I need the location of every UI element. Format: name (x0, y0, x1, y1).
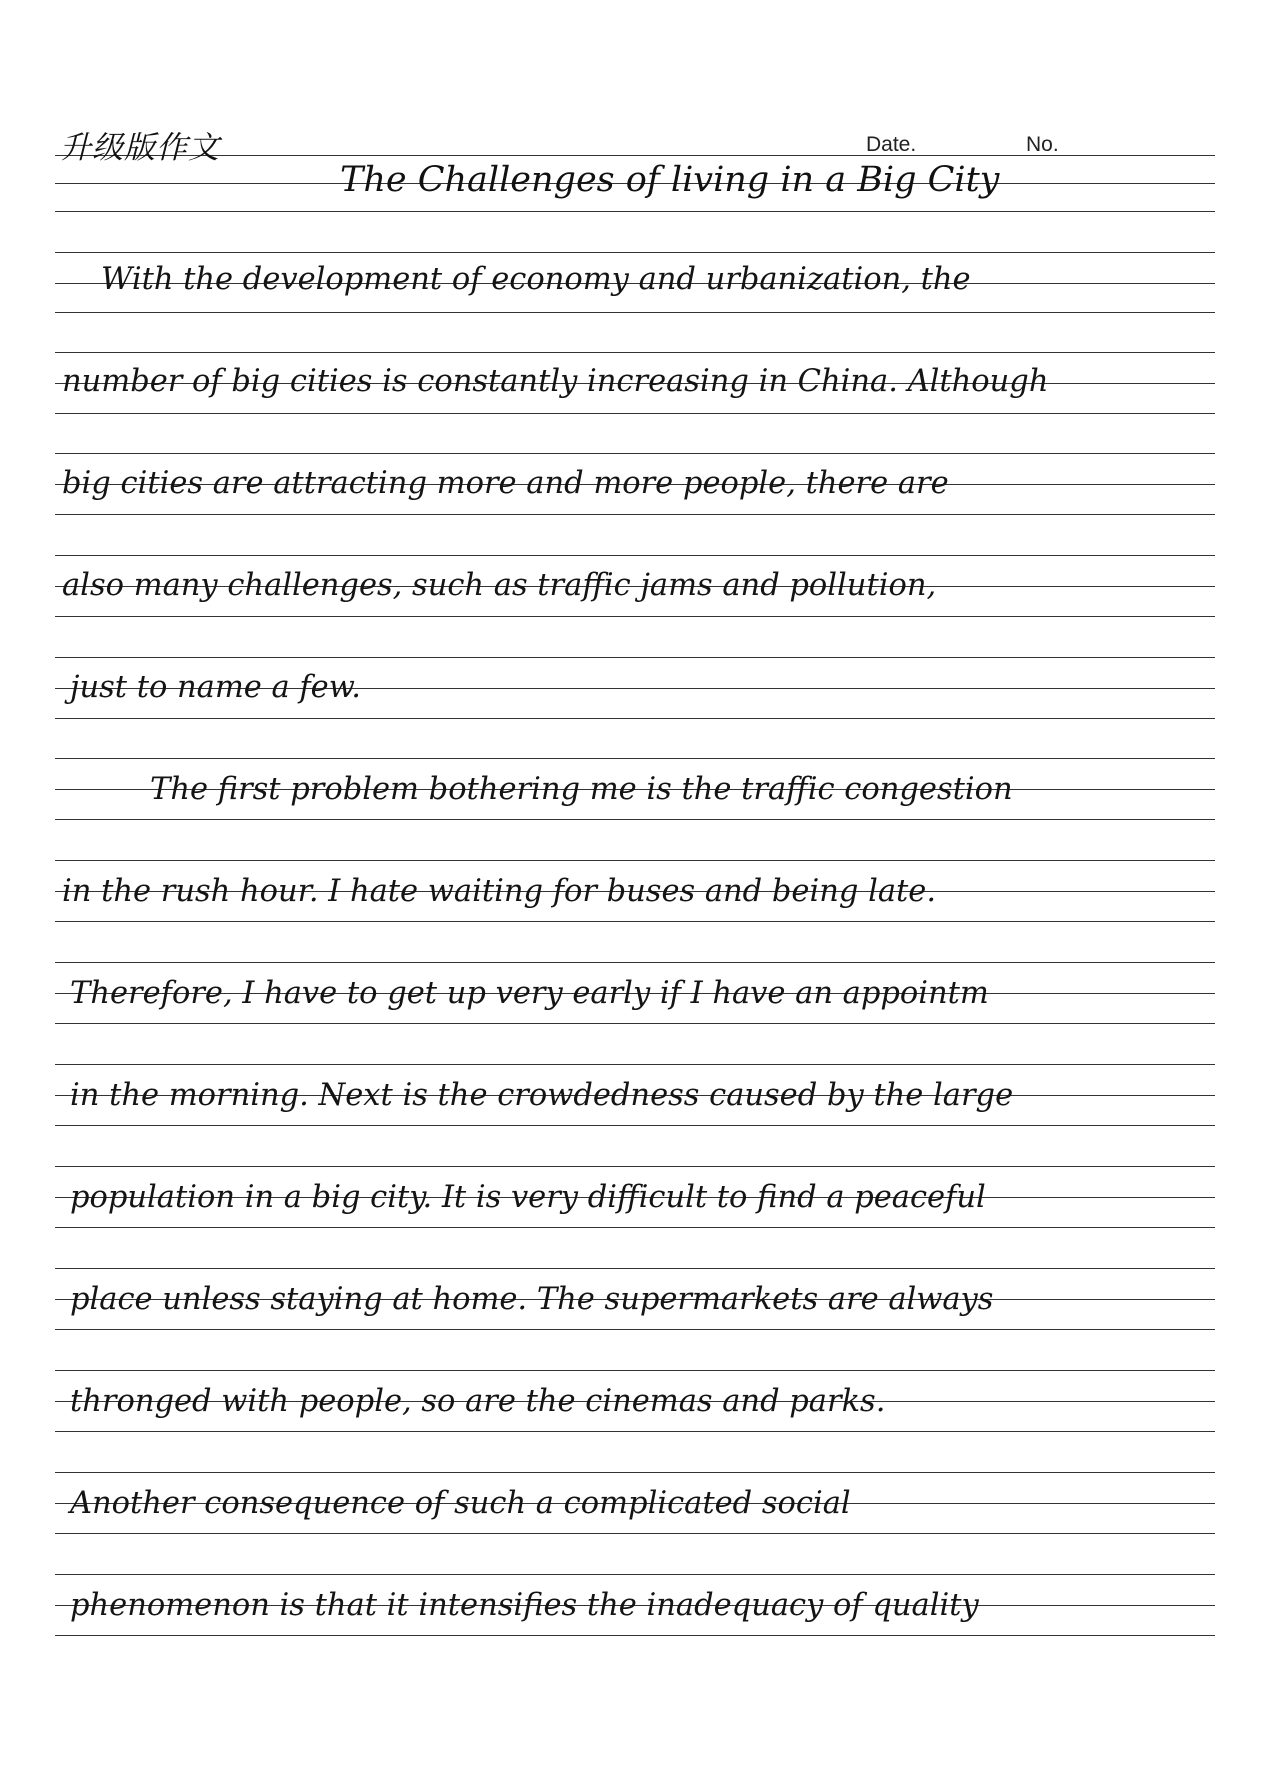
ruled-line (55, 718, 1215, 719)
ruled-line (55, 514, 1215, 515)
ruled-line (55, 1635, 1215, 1636)
ruled-line (55, 921, 1215, 922)
ruled-line (55, 1268, 1215, 1269)
header-tag: 升级版作文 (60, 130, 220, 166)
ruled-line (55, 819, 1215, 820)
essay-line: The first problem bothering me is the traffic congestion (150, 772, 1013, 807)
ruled-line (55, 252, 1215, 253)
ruled-line (55, 1431, 1215, 1432)
essay-line: big cities are attracting more and more people, there are (62, 466, 949, 501)
ruled-line (55, 1370, 1215, 1371)
date-label: Date. (866, 133, 917, 156)
essay-line: just to name a few. (70, 670, 361, 705)
essay-line: also many challenges, such as traffic jams and pollution, (62, 568, 937, 603)
ruled-line (55, 1023, 1215, 1024)
ruled-line (55, 1533, 1215, 1534)
ruled-line (55, 413, 1215, 414)
essay-line: Therefore, I have to get up very early if I have an appointm (70, 976, 989, 1011)
essay-line: With the development of economy and urbanization, the (101, 262, 971, 297)
ruled-line (55, 555, 1215, 556)
ruled-line (55, 312, 1215, 313)
essay-line: Another consequence of such a complicated social (70, 1486, 851, 1521)
ruled-line (55, 657, 1215, 658)
ruled-line (55, 211, 1215, 212)
ruled-line (55, 962, 1215, 963)
ruled-line (55, 1125, 1215, 1126)
ruled-line (55, 1329, 1215, 1330)
ruled-line (55, 758, 1215, 759)
essay-line: place unless staying at home. The supermarkets are always (70, 1282, 994, 1317)
essay-title: The Challenges of living in a Big City (340, 160, 1000, 200)
essay-line: phenomenon is that it intensifies the inadequacy of quality (70, 1588, 979, 1623)
essay-line: in the rush hour. I hate waiting for buses and being late. (62, 874, 937, 909)
number-label: No. (1026, 133, 1059, 156)
ruled-line (55, 616, 1215, 617)
ruled-line (55, 1166, 1215, 1167)
ruled-line (55, 352, 1215, 353)
ruled-line (55, 1472, 1215, 1473)
essay-line: population in a big city. It is very difficult to find a peaceful (70, 1180, 986, 1215)
ruled-line (55, 1574, 1215, 1575)
essay-line: thronged with people, so are the cinemas and parks. (70, 1384, 886, 1419)
ruled-line (55, 1227, 1215, 1228)
ruled-line (55, 860, 1215, 861)
essay-line: number of big cities is constantly increasing in China. Although (62, 364, 1049, 399)
essay-line: in the morning. Next is the crowdedness caused by the large (70, 1078, 1014, 1113)
ruled-line (55, 1064, 1215, 1065)
ruled-line (55, 453, 1215, 454)
